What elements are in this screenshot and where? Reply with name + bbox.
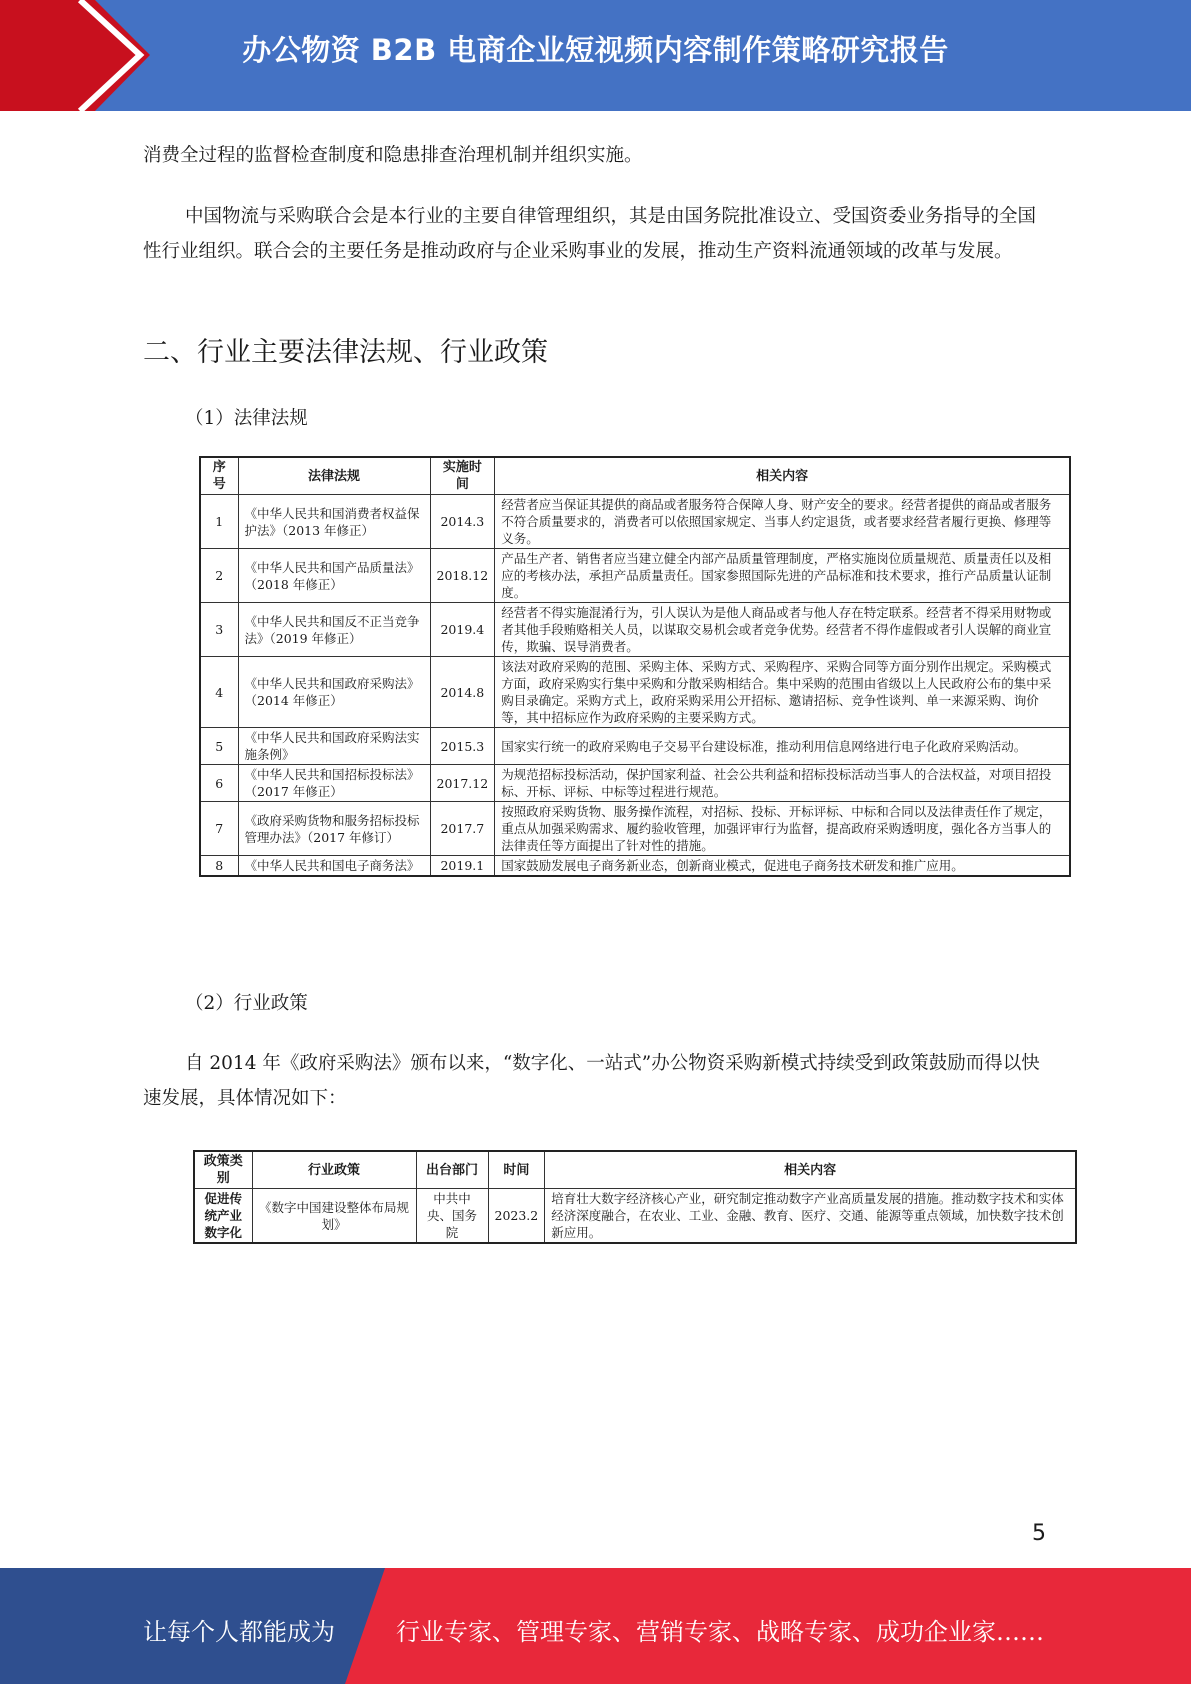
effective-date: 2014.3 bbox=[430, 495, 495, 549]
policy-table bbox=[193, 1150, 1077, 1244]
report-title: 办公物资 B2B 电商企业短视频内容制作策略研究报告 bbox=[242, 33, 949, 67]
header-cell: 实施时间 bbox=[430, 457, 495, 495]
header-cell: 相关内容 bbox=[495, 457, 1070, 495]
table-row bbox=[200, 495, 1070, 549]
header-cell: 相关内容 bbox=[545, 1151, 1076, 1189]
issuing-department: 中共中央、国务院 bbox=[416, 1189, 488, 1244]
table-row bbox=[200, 765, 1070, 802]
row-index: 5 bbox=[200, 728, 238, 765]
policy-name: 《数字中国建设整体布局规划》 bbox=[252, 1189, 416, 1244]
law-content: 国家鼓励发展电子商务新业态，创新商业模式，促进电子商务技术研发和推广应用。 bbox=[495, 856, 1070, 877]
effective-date: 2014.8 bbox=[430, 657, 495, 728]
footer-slogan-left: 让每个人都能成为 bbox=[143, 1618, 335, 1646]
table-row bbox=[200, 603, 1070, 657]
paragraph-3: 自 2014 年《政府采购法》颁布以来，“数字化、一站式”办公物资采购新模式持续受到政策鼓励而得以快速发展，具体情况如下： bbox=[143, 1053, 1040, 1109]
law-content: 为规范招标投标活动，保护国家利益、社会公共利益和招标投标活动当事人的合法权益，对项目招投标、开标、评标、中标等过程进行规范。 bbox=[495, 765, 1070, 802]
header-cell: 出台部门 bbox=[416, 1151, 488, 1189]
table-row bbox=[194, 1189, 1076, 1244]
row-index: 7 bbox=[200, 802, 238, 856]
law-content: 按照政府采购货物、服务操作流程，对招标、投标、开标评标、中标和合同以及法律责任作了规定，重点从加强采购需求、履约验收管理，加强评审行为监督，提高政府采购透明度，强化各方当事人的法律责任等方面提出了针对性的措施。 bbox=[495, 802, 1070, 856]
law-name: 《中华人民共和国政府采购法实施条例》 bbox=[238, 728, 430, 765]
policy-table-header bbox=[194, 1151, 1076, 1189]
page-footer bbox=[0, 1568, 1191, 1684]
law-name: 《中华人民共和国反不正当竞争法》（2019 年修正） bbox=[238, 603, 430, 657]
row-index: 1 bbox=[200, 495, 238, 549]
law-name: 《中华人民共和国政府采购法》（2014 年修正） bbox=[238, 657, 430, 728]
header-cell: 行业政策 bbox=[252, 1151, 416, 1189]
page-number: 5 bbox=[1032, 1521, 1046, 1546]
law-name: 《政府采购货物和服务招标投标管理办法》（2017 年修订） bbox=[238, 802, 430, 856]
table-row bbox=[200, 856, 1070, 877]
table-row bbox=[200, 549, 1070, 603]
row-index: 4 bbox=[200, 657, 238, 728]
paragraph-1: 消费全过程的监督检查制度和隐患排查治理机制并组织实施。 bbox=[143, 145, 643, 166]
effective-date: 2019.1 bbox=[430, 856, 495, 877]
effective-date: 2018.12 bbox=[430, 549, 495, 603]
effective-date: 2015.3 bbox=[430, 728, 495, 765]
policy-date: 2023.2 bbox=[488, 1189, 545, 1244]
law-content: 该法对政府采购的范围、采购主体、采购方式、采购程序、采购合同等方面分别作出规定。采购模式方面，政府采购实行集中采购和分散采购相结合。集中采购的范围由省级以上人民政府公布的集中采购目录确定。采购方式上，政府采购采用公开招标、邀请招标、竞争性谈判、单一来源采购、询价等，其中招标应作为政府采购的主要采购方式。 bbox=[495, 657, 1070, 728]
law-name: 《中华人民共和国产品质量法》（2018 年修正） bbox=[238, 549, 430, 603]
subheading-laws: （1）法律法规 bbox=[185, 408, 308, 429]
policy-category: 促进传统产业数字化 bbox=[194, 1189, 252, 1244]
law-content: 产品生产者、销售者应当建立健全内部产品质量管理制度，严格实施岗位质量规范、质量责任以及相应的考核办法，承担产品质量责任。国家参照国际先进的产品标准和技术要求，推行产品质量认证制度。 bbox=[495, 549, 1070, 603]
header-cell: 法律法规 bbox=[238, 457, 430, 495]
table-row bbox=[200, 657, 1070, 728]
section-title: 二、行业主要法律法规、行业政策 bbox=[143, 337, 548, 368]
law-table bbox=[199, 456, 1071, 877]
row-index: 6 bbox=[200, 765, 238, 802]
law-content: 经营者不得实施混淆行为，引人误认为是他人商品或者与他人存在特定联系。经营者不得采用财物或者其他手段贿赂相关人员，以谋取交易机会或者竞争优势。经营者不得作虚假或者引人误解的商业宣传，欺骗、误导消费者。 bbox=[495, 603, 1070, 657]
page-header bbox=[0, 0, 1191, 111]
law-name: 《中华人民共和国电子商务法》 bbox=[238, 856, 430, 877]
paragraph-2: 中国物流与采购联合会是本行业的主要自律管理组织，其是由国务院批准设立、受国资委业务指导的全国性行业组织。联合会的主要任务是推动政府与企业采购事业的发展，推动生产资料流通领域的改革与发展。 bbox=[143, 206, 1037, 262]
row-index: 3 bbox=[200, 603, 238, 657]
law-table-header bbox=[200, 457, 1070, 495]
subheading-policies: （2）行业政策 bbox=[185, 993, 308, 1014]
law-name: 《中华人民共和国招标投标法》（2017 年修正） bbox=[238, 765, 430, 802]
header-cell: 序号 bbox=[200, 457, 238, 495]
law-content: 经营者应当保证其提供的商品或者服务符合保障人身、财产安全的要求。经营者提供的商品或者服务不符合质量要求的，消费者可以依照国家规定、当事人约定退货，或者要求经营者履行更换、修理等义务。 bbox=[495, 495, 1070, 549]
effective-date: 2019.4 bbox=[430, 603, 495, 657]
header-cell: 时间 bbox=[488, 1151, 545, 1189]
row-index: 8 bbox=[200, 856, 238, 877]
header-cell: 政策类别 bbox=[194, 1151, 252, 1189]
row-index: 2 bbox=[200, 549, 238, 603]
policy-content: 培育壮大数字经济核心产业，研究制定推动数字产业高质量发展的措施。推动数字技术和实体经济深度融合，在农业、工业、金融、教育、医疗、交通、能源等重点领域，加快数字技术创新应用。 bbox=[545, 1189, 1076, 1244]
table-row bbox=[200, 728, 1070, 765]
table-row bbox=[200, 802, 1070, 856]
effective-date: 2017.12 bbox=[430, 765, 495, 802]
effective-date: 2017.7 bbox=[430, 802, 495, 856]
footer-slogan-right: 行业专家、管理专家、营销专家、战略专家、成功企业家…… bbox=[396, 1618, 1044, 1646]
law-name: 《中华人民共和国消费者权益保护法》（2013 年修正） bbox=[238, 495, 430, 549]
law-content: 国家实行统一的政府采购电子交易平台建设标准，推动利用信息网络进行电子化政府采购活动。 bbox=[495, 728, 1070, 765]
